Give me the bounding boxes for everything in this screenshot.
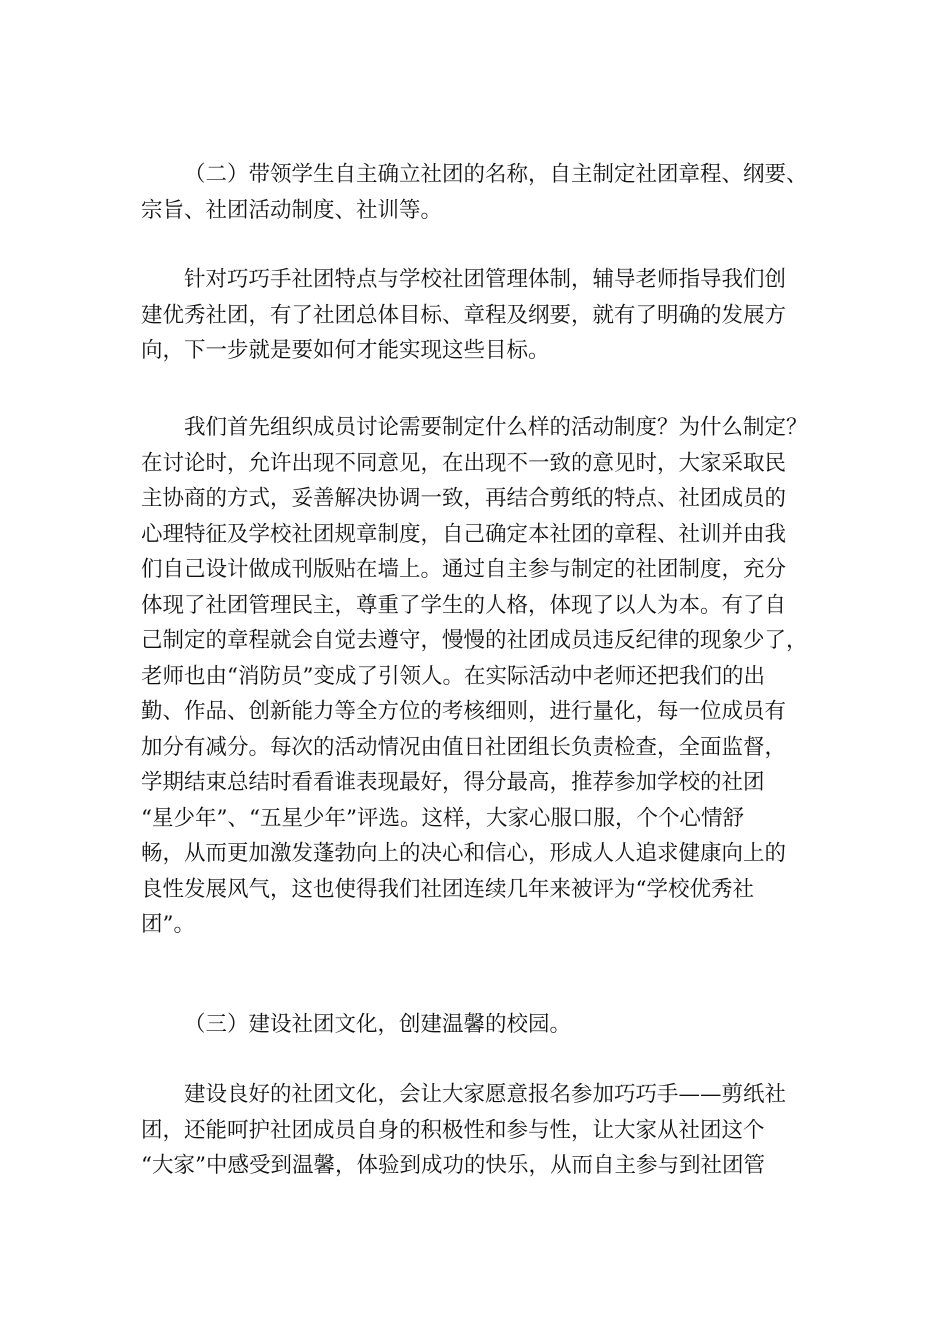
text-line: 体现了社团管理民主，尊重了学生的人格，体现了以人为本。有了自	[141, 592, 787, 618]
text-line: 加分有减分。每次的活动情况由值日社团组长负责检查，全面监督，	[141, 734, 787, 760]
text-line: 团”。	[141, 912, 195, 937]
paragraph-rules	[141, 410, 841, 943]
text-line: 宗旨、社团活动制度、社训等。	[141, 197, 443, 223]
paragraph-culture	[141, 1077, 841, 1184]
text-line: 在讨论时，允许出现不同意见，在出现不一致的意见时，大家采取民	[141, 450, 787, 476]
section-three-heading	[141, 1007, 841, 1043]
text-line: “大家”中感受到温馨，体验到成功的快乐，从而自主参与到社团管	[141, 1153, 765, 1178]
text-line: 己制定的章程就会自觉去遵守，慢慢的社团成员违反纪律的现象少了，	[141, 628, 808, 653]
text-line: 们自己设计做成刊版贴在墙上。通过自主参与制定的社团制度，充分	[141, 557, 787, 582]
text-line: 建优秀社团，有了社团总体目标、章程及纲要，就有了明确的发展方	[141, 302, 787, 328]
paragraph-goals	[141, 262, 841, 369]
text-line: 团，还能呵护社团成员自身的积极性和参与性，让大家从社团这个	[141, 1117, 765, 1143]
text-line: （三）建设社团文化，创建温馨的校园。	[184, 1012, 572, 1037]
section-two-heading	[141, 157, 841, 228]
text-line: “星少年”、“五星少年”评选。这样，大家心服口服，个个心情舒	[141, 805, 744, 831]
text-line: （二）带领学生自主确立社团的名称，自主制定社团章程、纲要、	[184, 162, 808, 187]
text-line: 学期结束总结时看看谁表现最好，得分最高，推荐参加学校的社团	[141, 770, 765, 795]
text-line: 良性发展风气，这也使得我们社团连续几年来被评为“学校优秀社	[141, 876, 754, 902]
text-line: 向，下一步就是要如何才能实现这些目标。	[141, 338, 550, 363]
text-line: 勤、作品、创新能力等全方位的考核细则，进行量化，每一位成员有	[141, 699, 787, 724]
text-line: 针对巧巧手社团特点与学校社团管理体制，辅导老师指导我们创	[184, 267, 787, 292]
text-line: 畅，从而更加激发蓬勃向上的决心和信心，形成人人追求健康向上的	[141, 841, 787, 866]
text-line: 我们首先组织成员讨论需要制定什么样的活动制度？为什么制定？	[184, 415, 808, 440]
text-line: 建设良好的社团文化，会让大家愿意报名参加巧巧手——剪纸社	[184, 1082, 787, 1107]
text-line: 心理特征及学校社团规章制度，自己确定本社团的章程、社训并由我	[141, 521, 787, 547]
text-line: 老师也由“消防员”变成了引领人。在实际活动中老师还把我们的出	[141, 663, 765, 689]
text-line: 主协商的方式，妥善解决协调一致，再结合剪纸的特点、社团成员的	[141, 486, 787, 511]
